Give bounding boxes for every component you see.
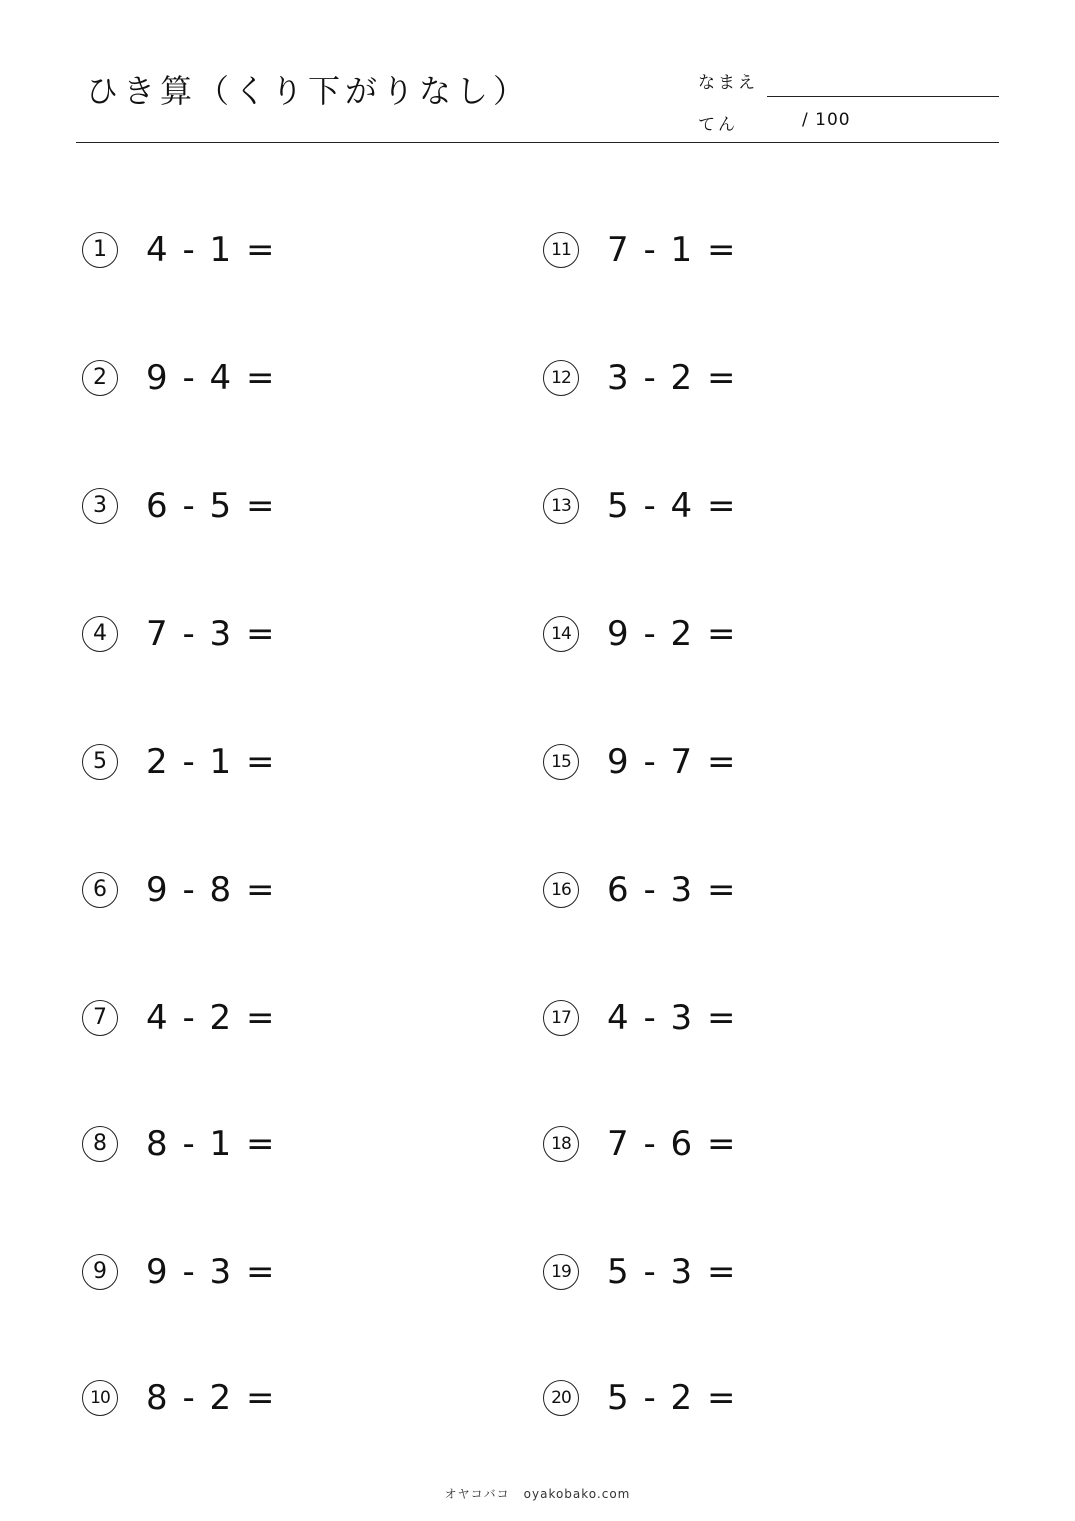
page-title: ひき算（くり下がりなし） bbox=[86, 72, 531, 110]
problem-item bbox=[82, 604, 276, 664]
problem-number: 16 bbox=[543, 872, 579, 908]
problem-number: 11 bbox=[543, 232, 579, 268]
problem-expression: 4 - 2 = bbox=[146, 998, 277, 1038]
footer-url: oyakobako.com bbox=[523, 1487, 631, 1501]
problem-number: 19 bbox=[543, 1254, 579, 1290]
problem-item bbox=[543, 1368, 737, 1428]
problem-item bbox=[82, 476, 276, 536]
problem-expression: 2 - 1 = bbox=[146, 742, 277, 782]
problem-number: 13 bbox=[543, 488, 579, 524]
problem-expression: 4 - 1 = bbox=[146, 230, 277, 270]
problem-item bbox=[82, 1114, 276, 1174]
name-label: なまえ bbox=[698, 73, 758, 93]
problem-expression: 9 - 7 = bbox=[607, 742, 738, 782]
problem-item bbox=[543, 1242, 737, 1302]
problem-number: 15 bbox=[543, 744, 579, 780]
problem-expression: 8 - 2 = bbox=[146, 1378, 277, 1418]
problem-number: 20 bbox=[543, 1380, 579, 1416]
problem-number: 3 bbox=[82, 488, 118, 524]
problem-number: 6 bbox=[82, 872, 118, 908]
problem-number: 4 bbox=[82, 616, 118, 652]
problem-item bbox=[82, 1242, 276, 1302]
problem-number: 17 bbox=[543, 1000, 579, 1036]
problem-number: 14 bbox=[543, 616, 579, 652]
problem-item bbox=[82, 732, 276, 792]
score-label: てん bbox=[698, 115, 738, 135]
problem-item bbox=[82, 988, 276, 1048]
problem-number: 18 bbox=[543, 1126, 579, 1162]
problem-item bbox=[543, 348, 737, 408]
problem-number: 5 bbox=[82, 744, 118, 780]
problem-item bbox=[543, 1114, 737, 1174]
problem-item bbox=[543, 220, 737, 280]
footer bbox=[0, 1485, 1075, 1502]
score-total: / 100 bbox=[802, 110, 851, 130]
name-write-line bbox=[767, 96, 999, 97]
problem-number: 1 bbox=[82, 232, 118, 268]
problem-expression: 9 - 8 = bbox=[146, 870, 277, 910]
problem-item bbox=[82, 220, 276, 280]
problem-expression: 6 - 5 = bbox=[146, 486, 277, 526]
problem-expression: 3 - 2 = bbox=[607, 358, 738, 398]
problem-number: 8 bbox=[82, 1126, 118, 1162]
problem-expression: 7 - 6 = bbox=[607, 1124, 738, 1164]
problem-item bbox=[82, 1368, 276, 1428]
problem-item bbox=[543, 732, 737, 792]
problem-item bbox=[543, 604, 737, 664]
problem-expression: 8 - 1 = bbox=[146, 1124, 277, 1164]
problem-item bbox=[543, 860, 737, 920]
problem-expression: 5 - 4 = bbox=[607, 486, 738, 526]
problem-number: 7 bbox=[82, 1000, 118, 1036]
problem-expression: 6 - 3 = bbox=[607, 870, 738, 910]
problem-item bbox=[82, 860, 276, 920]
problem-expression: 9 - 4 = bbox=[146, 358, 277, 398]
problem-expression: 4 - 3 = bbox=[607, 998, 738, 1038]
problem-number: 9 bbox=[82, 1254, 118, 1290]
problem-expression: 5 - 2 = bbox=[607, 1378, 738, 1418]
problem-number: 12 bbox=[543, 360, 579, 396]
footer-brand: オヤコバコ bbox=[444, 1487, 510, 1501]
problem-number: 2 bbox=[82, 360, 118, 396]
problem-expression: 7 - 3 = bbox=[146, 614, 277, 654]
problem-expression: 9 - 3 = bbox=[146, 1252, 277, 1292]
problem-expression: 7 - 1 = bbox=[607, 230, 738, 270]
problem-expression: 9 - 2 = bbox=[607, 614, 738, 654]
problem-item bbox=[543, 476, 737, 536]
problem-expression: 5 - 3 = bbox=[607, 1252, 738, 1292]
problem-item bbox=[82, 348, 276, 408]
header-divider bbox=[76, 142, 999, 143]
problem-number: 10 bbox=[82, 1380, 118, 1416]
problem-item bbox=[543, 988, 737, 1048]
